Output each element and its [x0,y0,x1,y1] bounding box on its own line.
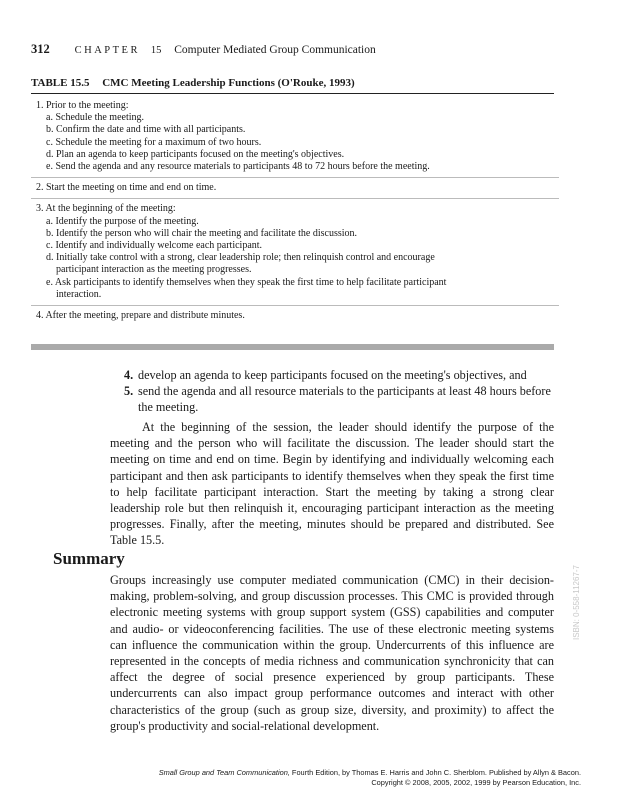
page-number: 312 [31,42,50,56]
table-item-3e-cont: interaction. [56,288,102,300]
list-item [124,367,554,383]
table-title [31,77,355,89]
body-paragraph: At the beginning of the session, the leader should identify the purpose of the meeting and the person who will facilitate the discussion. The leader should start the meeting on time and end on time. Begin by identifying and individually welcoming each participant and then ask participants to identify themselves when they speak the first time to help facilitate participant interaction. Start the meeting by taking a strong clear leadership role but then relinquish it, encouraging participant interaction as the meeting progresses. Finally, after the meeting, minutes should be prepared and distributed. See Table 15.5. [110,420,554,548]
table-item-1e: e. Send the agenda and any resource materials to participants 48 to 72 hours before the meeting. [46,161,430,173]
footer-copyright: Copyright © 2008, 2005, 2002, 1999 by Pearson Education, Inc. [371,778,581,787]
table-top-rule [31,93,554,94]
table-caption: CMC Meeting Leadership Functions (O'Rouke, 1993) [102,77,355,89]
isbn-watermark: ISBN: 0-558-11267-7 [572,564,581,640]
table-item-1a: a. Schedule the meeting. [46,112,145,124]
table-item-2: 2. Start the meeting on time and end on time. [36,182,217,194]
table-item-1: 1. Prior to the meeting: [36,100,129,111]
table-item-3e: e. Ask participants to identify themselves when they speak the first time to help facilitate participant [46,276,447,288]
footer-publisher: Fourth Edition, by Thomas E. Harris and John C. Sherblom. Published by Allyn & Bacon. [289,768,581,777]
chapter-word: CHAPTER [74,45,140,56]
table-bottom-rule [31,344,554,350]
table-item-3d: d. Initially take control with a strong, clear leadership role; then relinquish control and encourage [46,252,435,264]
leadership-table [36,100,554,322]
table-item-3b: b. Identify the person who will chair the meeting and facilitate the discussion. [46,227,358,239]
table-item-1d: d. Plan an agenda to keep participants focused on the meeting's objectives. [46,148,345,160]
table-item-3a: a. Identify the purpose of the meeting. [46,215,199,227]
footer-book-title: Small Group and Team Communication, [158,768,290,777]
table-divider [31,198,559,199]
chapter-title: Computer Mediated Group Communication [174,44,376,56]
table-item-3c: c. Identify and individually welcome each participant. [46,240,263,252]
list-text: develop an agenda to keep participants focused on the meeting's objectives, and [138,368,527,382]
list-text: send the agenda and all resource materials to the participants at least 48 hours before the meeting. [138,384,551,414]
page-header [31,42,376,57]
table-divider [31,177,559,178]
table-item-1c: c. Schedule the meeting for a maximum of two hours. [46,136,262,148]
list-number: 5. [124,384,134,398]
section-heading: Summary [53,549,125,568]
list-item [124,383,554,415]
footer-line-1 [159,768,581,778]
table-item-1b: b. Confirm the date and time with all participants. [46,124,246,136]
page-footer [159,768,581,788]
table-divider [31,305,559,306]
summary-paragraph: Groups increasingly use computer mediated communication (CMC) in their decision-making, problem-solving, and group discussion processes. This CMC is provided through electronic meeting systems with group support system (GSS) capabilities and computer and audio- or videoconferencing facilities. The use of these electronic meeting systems can influence the communication within the group. Undercurrents of this influence are represented in the concepts of media richness and communication synchronicity that can affect the degree of social presence experienced by group participants. These undercurrents can also impact group performance outcomes and interact with other characteristics of the group (such as group size, diversity, and proximity) to affect the group's productivity and social-relational development. [110,573,554,733]
chapter-number: 15 [150,45,162,56]
table-item-3: 3. At the beginning of the meeting: [36,203,176,215]
table-number: TABLE 15.5 [31,77,90,89]
list-number: 4. [124,368,134,382]
table-item-3d-cont: participant interaction as the meeting progresses. [56,264,252,276]
numbered-list [124,367,554,415]
table-item-4: 4. After the meeting, prepare and distribute minutes. [36,310,245,322]
